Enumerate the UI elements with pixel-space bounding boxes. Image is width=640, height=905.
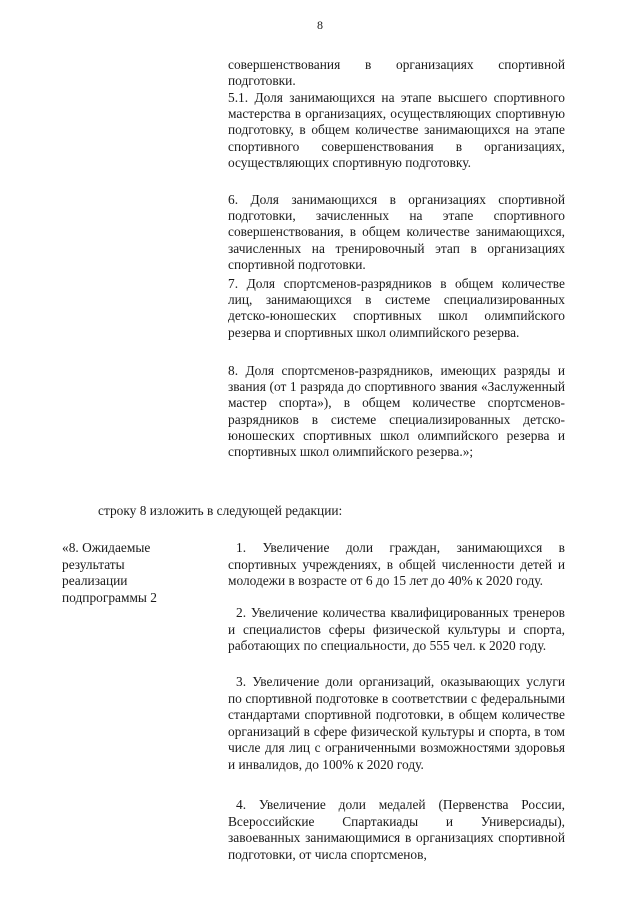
row-label-line: результаты: [62, 556, 125, 572]
row-label-line: «8. Ожидаемые: [62, 540, 151, 555]
intro-line: строку 8 изложить в следующей редакции:: [98, 503, 343, 518]
row-item: 4. Увеличение доли медалей (Первенства России, Всероссийские Спартакиады и Универсиады), завоеванных занимающимися в организациях спортивной подготовки, от числа спортсменов,: [228, 797, 565, 862]
top-item: 7. Доля спортсменов-разрядников в общем количестве лиц, занимающихся в системе специализированных детско-юношеских спортивных школ олимпийского резерва и спортивных школ олимпийского резерва.: [228, 276, 565, 340]
row-item: 2. Увеличение количества квалифицированных тренеров и специалистов сферы физической культуры и спорта, работающих по специальности, до 555 чел. к 2020 году.: [228, 605, 565, 654]
top-item: совершенствования в организациях спортивной подготовки.: [228, 57, 565, 89]
row-item: 3. Увеличение доли организаций, оказывающих услуги по спортивной подготовке в соответствии с федеральными стандартами спортивной подготовки, в общем количестве организаций в сфере физической культуры и спорта, в том числе для лиц с ограниченными возможностями здоровья и инвалидов, до 100% к 2020 году.: [228, 674, 565, 772]
row-label: [62, 540, 202, 606]
row-label-line: реализации: [62, 573, 128, 589]
top-item: 8. Доля спортсменов-разрядников, имеющих разряды и звания (от 1 разряда до спортивного звания «Заслуженный мастер спорта»), в общем количестве спортсменов-разрядников в системе специализированных детско-юношеских спортивных школ олимпийского резерва и спортивных школ олимпийского резерва.»;: [228, 363, 565, 460]
row-label-line: подпрограммы 2: [62, 589, 157, 605]
top-item: 6. Доля занимающихся в организациях спортивной подготовки, зачисленных на этапе спортивного совершенствования, в общем количестве занимающихся, зачисленных на тренировочный этап в организациях спортивной подготовки.: [228, 192, 565, 272]
row-item: 1. Увеличение доли граждан, занимающихся в спортивных учреждениях, в общей численности детей и молодежи в возрасте от 6 до 15 лет до 40% к 2020 году.: [228, 540, 565, 589]
top-item: 5.1. Доля занимающихся на этапе высшего спортивного мастерства в организациях, осуществляющих спортивную подготовку, в общем количестве занимающихся на этапе спортивного совершенствования в организациях, осуществляющих спортивную подготовку.: [228, 90, 565, 170]
page-number: 8: [317, 18, 323, 32]
